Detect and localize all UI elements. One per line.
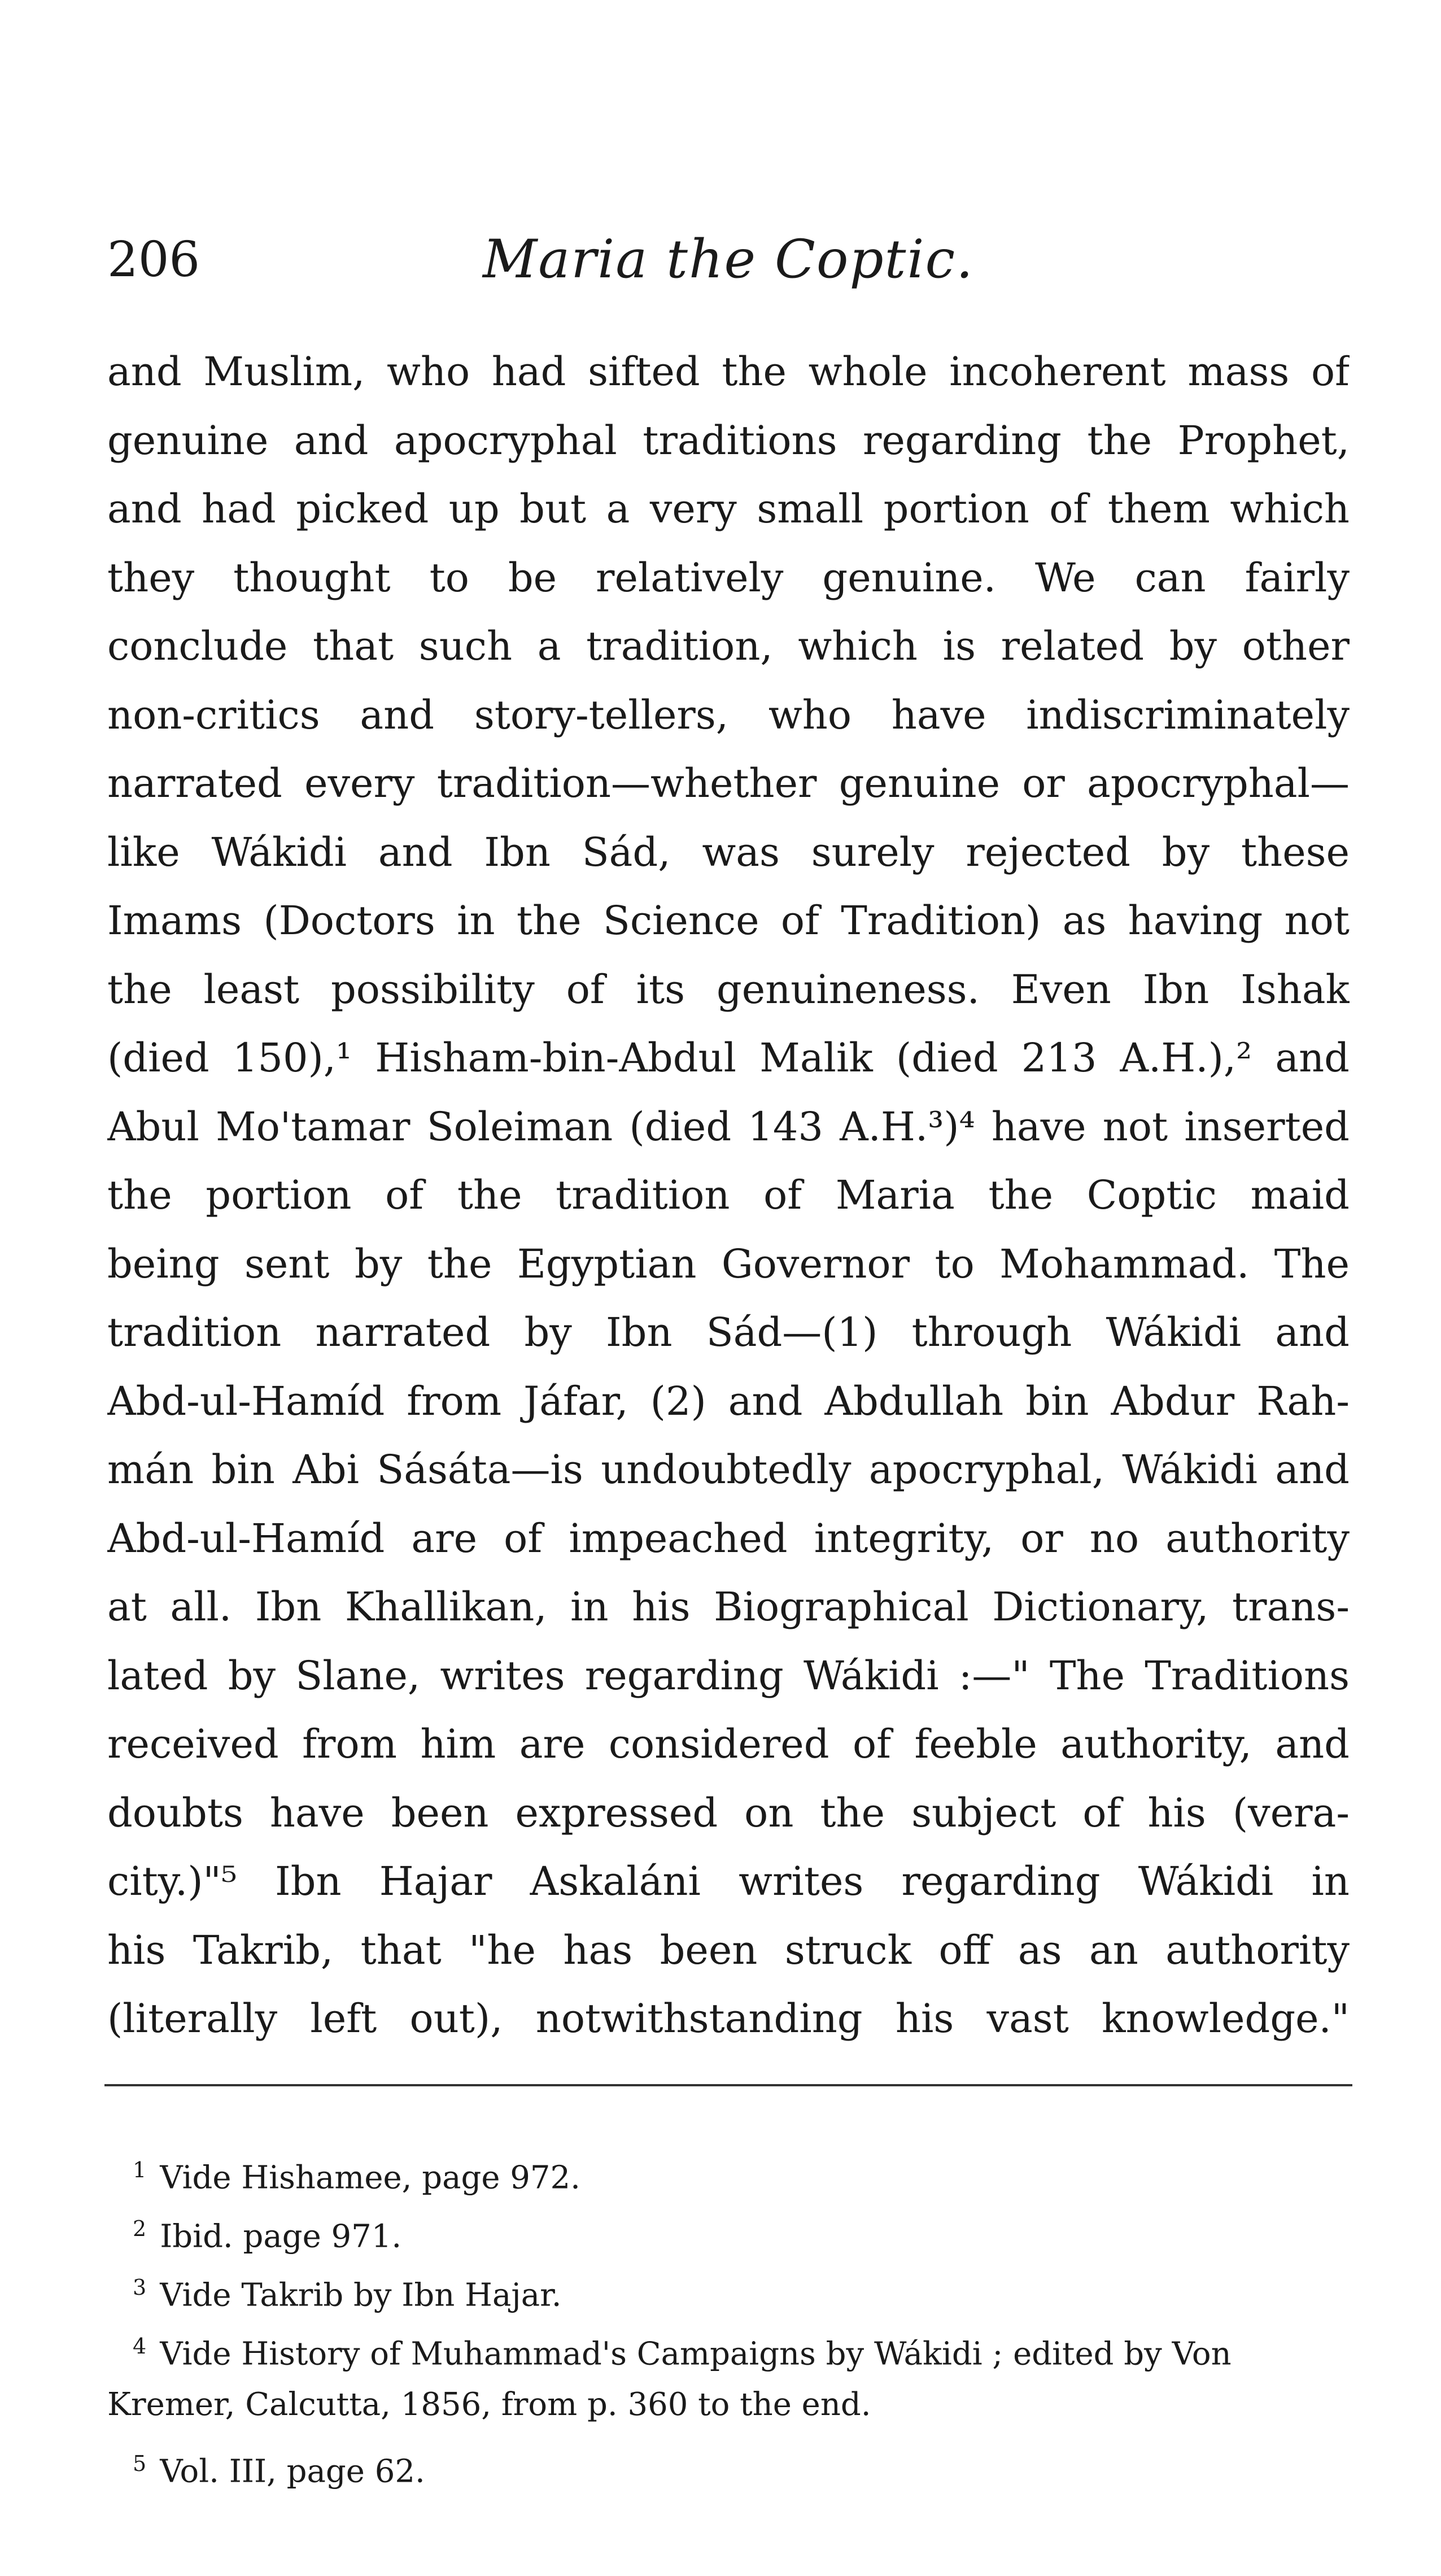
footnote-text: Vol. III, page 62. [160, 2453, 425, 2490]
text-line: being sent by the Egyptian Governor to Mohammad. The [107, 1240, 1350, 1287]
text-line: received from him are considered of feeble authority, and [107, 1721, 1350, 1767]
text-line: Abd-ul-Hamíd are of impeached integrity, or no authority [107, 1515, 1350, 1562]
footnote-3 [107, 2258, 1350, 2317]
text-line: Abul Mo'tamar Soleiman (died 143 A.H.³)⁴ have not inserted [107, 1103, 1350, 1150]
footnote-text: Vide Takrib by Ibn Hajar. [160, 2277, 562, 2314]
footnote-text: Kremer, Calcutta, 1856, from p. 360 to the end. [107, 2386, 871, 2423]
footnote-2 [107, 2199, 1350, 2258]
text-line: Imams (Doctors in the Science of Tradition) as having not [107, 897, 1350, 944]
text-line: (died 150),¹ Hisham-bin-Abdul Malik (died 213 A.H.),² and [107, 1035, 1350, 1081]
text-line: city.)"⁵ Ibn Hajar Askaláni writes regarding Wákidi in [107, 1858, 1350, 1904]
running-title: Maria the Coptic. [482, 229, 975, 290]
footnote-text: Vide Hishamee, page 972. [160, 2159, 580, 2196]
text-line: doubts have been expressed on the subject of his (vera- [107, 1789, 1350, 1836]
text-line: and Muslim, who had sifted the whole incoherent mass of [107, 348, 1350, 395]
text-line: they thought to be relatively genuine. We can fairly [107, 554, 1350, 601]
footnote-mark: 4 [133, 2334, 147, 2359]
footnote-text: Ibid. page 971. [160, 2218, 402, 2255]
footnote-4 [107, 2317, 1350, 2376]
text-line: like Wákidi and Ibn Sád, was surely rejected by these [107, 829, 1350, 875]
text-line: and had picked up but a very small portion of them which [107, 486, 1350, 532]
footnote-5 [107, 2434, 1350, 2493]
footnotes [107, 2141, 1350, 2493]
footnote-mark: 2 [133, 2216, 147, 2241]
text-line: Abd-ul-Hamíd from Jáfar, (2) and Abdullah bin Abdur Rah- [107, 1378, 1350, 1424]
text-line: tradition narrated by Ibn Sád—(1) through Wákidi and [107, 1309, 1350, 1355]
page-number: 206 [107, 232, 200, 288]
text-line: the portion of the tradition of Maria the Coptic maid [107, 1172, 1350, 1218]
text-line: conclude that such a tradition, which is related by other [107, 623, 1350, 669]
text-line: lated by Slane, writes regarding Wákidi :—" The Traditions [107, 1652, 1350, 1699]
text-line: narrated every tradition—whether genuine or apocryphal— [107, 760, 1350, 807]
text-line: his Takrib, that "he has been struck off as an authority [107, 1926, 1350, 1973]
text-line: genuine and apocryphal traditions regarding the Prophet, [107, 417, 1350, 464]
page-header [107, 220, 1350, 299]
text-line: the least possibility of its genuineness. Even Ibn Ishak [107, 966, 1350, 1013]
footnote-1 [107, 2141, 1350, 2199]
text-line: at all. Ibn Khallikan, in his Biographical Dictionary, trans- [107, 1584, 1350, 1630]
footnote-text: Vide History of Muhammad's Campaigns by Wákidi ; edited by Von [160, 2335, 1232, 2373]
footnote-mark: 3 [133, 2275, 147, 2300]
footnote-mark: 5 [133, 2451, 147, 2476]
body-text [107, 338, 1350, 2054]
footnote-divider [104, 2084, 1352, 2086]
footnote-mark: 1 [133, 2157, 147, 2182]
text-line: mán bin Abi Sásáta—is undoubtedly apocryphal, Wákidi and [107, 1446, 1350, 1493]
text-line: non-critics and story-tellers, who have indiscriminately [107, 691, 1350, 738]
footnote-4-continued [107, 2376, 1350, 2434]
text-line last-line: (literally left out), notwithstanding his vast knowledge." [107, 1995, 1350, 2042]
